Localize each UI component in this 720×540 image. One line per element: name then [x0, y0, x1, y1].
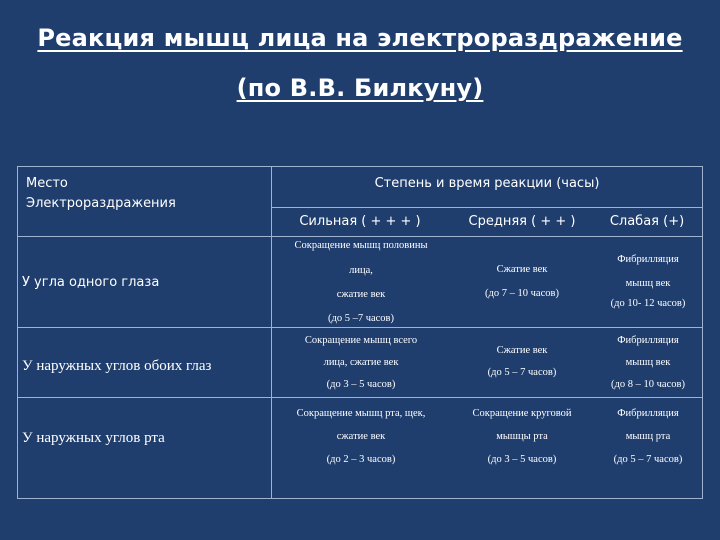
header-place-line2: Электрораздражения — [26, 196, 176, 211]
row1-strong-line1: Сокращение мышц половины — [294, 240, 428, 251]
row1-weak — [592, 254, 704, 309]
row2-strong — [271, 335, 451, 390]
row3-place: У наружных углов рта — [22, 430, 165, 446]
row-divider-header — [17, 236, 703, 237]
slide-title-line2: (по В.В. Билкуну) — [236, 74, 484, 102]
header-medium: Средняя ( + + ) — [468, 214, 576, 229]
row3-medium-line2: мышцы рта — [496, 431, 548, 442]
header-place-line1: Место — [26, 176, 68, 191]
row3-weak-line2: мышц рта — [625, 431, 671, 442]
row1-weak-line2: мышц век — [625, 278, 671, 289]
row3-medium-line1: Сокращение круговой — [472, 408, 572, 419]
subheader-divider — [271, 207, 703, 208]
row3-strong-line2: сжатие век — [336, 431, 386, 442]
row2-strong-line1: Сокращение мышц всего — [304, 335, 418, 346]
row3-strong — [271, 408, 451, 465]
row1-strong — [271, 240, 451, 324]
row1-medium — [452, 264, 592, 299]
row1-strong-line4: (до 5 –7 часов) — [327, 313, 395, 324]
header-place — [26, 174, 266, 214]
row2-place: У наружных углов обоих глаз — [22, 358, 212, 374]
row-divider-1 — [17, 327, 703, 328]
row-divider-2 — [17, 397, 703, 398]
row3-weak-line3: (до 5 – 7 часов) — [613, 454, 683, 465]
row1-weak-line1: Фибрилляция — [617, 254, 679, 265]
row2-weak-line2: мышц век — [625, 357, 671, 368]
header-degree: Степень и время реакции (часы) — [374, 176, 600, 191]
row2-medium-line2: (до 5 – 7 часов) — [487, 367, 557, 378]
row2-medium — [452, 345, 592, 378]
slide-title-line1: Реакция мышц лица на электрораздражение — [37, 24, 683, 52]
row3-medium-line3: (до 3 – 5 часов) — [487, 454, 557, 465]
row1-strong-line3: сжатие век — [336, 289, 386, 300]
header-strong: Сильная ( + + + ) — [299, 214, 421, 229]
row3-medium — [452, 408, 592, 465]
row2-strong-line2: лица, сжатие век — [323, 357, 399, 368]
header-weak: Слабая (+) — [609, 214, 685, 229]
row2-weak — [592, 335, 704, 390]
row2-strong-line3: (до 3 – 5 часов) — [326, 379, 396, 390]
row1-weak-line3: (до 10- 12 часов) — [610, 298, 686, 309]
row1-strong-line2: лица, — [349, 265, 373, 276]
row3-weak-line1: Фибрилляция — [617, 408, 679, 419]
row1-medium-line1: Сжатие век — [496, 264, 548, 275]
row2-weak-line1: Фибрилляция — [617, 335, 679, 346]
row2-medium-line1: Сжатие век — [496, 345, 548, 356]
row3-strong-line1: Сокращение мышц рта, щек, — [296, 408, 426, 419]
row1-medium-line2: (до 7 – 10 часов) — [485, 288, 559, 299]
row1-place: У угла одного глаза — [22, 275, 160, 290]
row2-weak-line3: (до 8 – 10 часов) — [611, 379, 685, 390]
row3-strong-line3: (до 2 – 3 часов) — [326, 454, 396, 465]
row3-weak — [592, 408, 704, 465]
